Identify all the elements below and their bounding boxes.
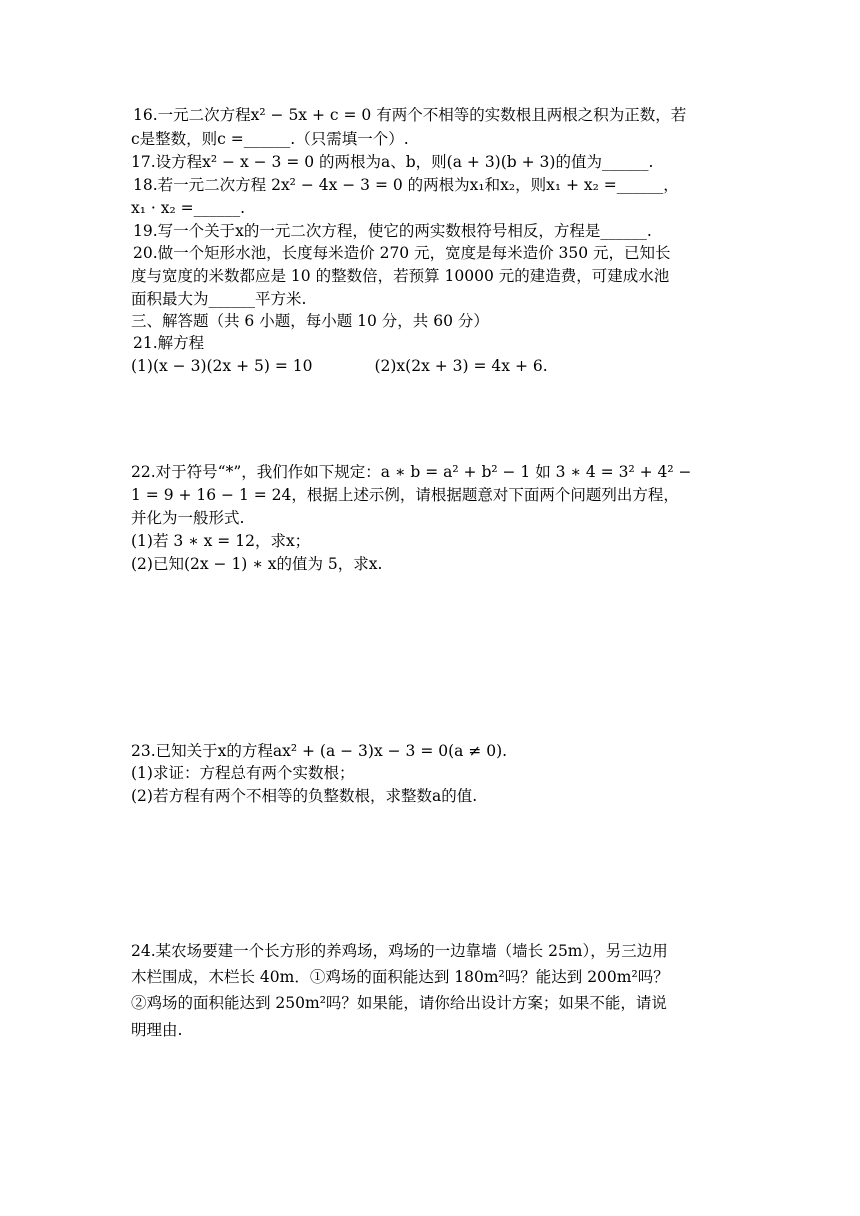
q18-line1: 18.若一元二次方程 2x² − 4x − 3 = 0 的两根为x₁和x₂，则x₁ + x₂ =______， <box>133 176 679 194</box>
q18-line2: x₁ · x₂ =______. <box>131 199 246 217</box>
q22-part2: (2)已知(2x − 1) ∗ x的值为 5，求x. <box>131 555 383 573</box>
q20-line1: 20.做一个矩形水池，长度每米造价 270 元，宽度是每米造价 350 元，已知长 <box>133 244 671 262</box>
q22-part1: (1)若 3 ∗ x = 12，求x； <box>131 532 311 550</box>
section3-heading: 三、解答题（共 6 小题，每小题 10 分，共 60 分） <box>131 312 489 330</box>
q19-line1: 19.写一个关于x的一元二次方程，使它的两实数根符号相反，方程是______. <box>133 222 652 240</box>
q16-line1: 16.一元二次方程x² − 5x + c = 0 有两个不相等的实数根且两根之积为正数，若 <box>133 106 687 124</box>
q23-line1: 23.已知关于x的方程ax² + (a − 3)x − 3 = 0(a ≠ 0). <box>131 742 508 760</box>
q21-parts <box>131 355 548 377</box>
q21-part1: (1)(x − 3)(2x + 5) = 10 <box>131 357 313 375</box>
q22-line2: 1 = 9 + 16 − 1 = 24，根据上述示例，请根据题意对下面两个问题列出方程， <box>131 486 679 504</box>
q24-line1: 24.某农场要建一个长方形的养鸡场，鸡场的一边靠墙（墙长 25m），另三边用 <box>131 942 668 960</box>
q20-line3: 面积最大为______平方米. <box>131 290 307 308</box>
q24-line4: 明理由. <box>131 1021 183 1039</box>
q23-part1: (1)求证：方程总有两个实数根； <box>131 764 355 782</box>
q24-line3: ②鸡场的面积能达到 250m²吗？如果能，请你给出设计方案；如果不能，请说 <box>131 994 667 1012</box>
q24-line2: 木栏围成，木栏长 40m．①鸡场的面积能达到 180m²吗？能达到 200m²吗？ <box>131 968 669 986</box>
q21-title: 21.解方程 <box>133 334 205 352</box>
q21-part2: (2)x(2x + 3) = 4x + 6. <box>374 357 548 375</box>
q23-part2: (2)若方程有两个不相等的负整数根，求整数a的值. <box>131 787 478 805</box>
q16-line2: c是整数，则c =______.（只需填一个）. <box>131 130 409 148</box>
q17-line1: 17.设方程x² − x − 3 = 0 的两根为a、b，则(a + 3)(b + 3)的值为______. <box>131 153 654 171</box>
q20-line2: 度与宽度的米数都应是 10 的整数倍，若预算 10000 元的建造费，可建成水池 <box>131 267 670 285</box>
q22-line1: 22.对于符号“*”，我们作如下规定：a ∗ b = a² + b² − 1 如 3 ∗ 4 = 3² + 4² − <box>131 463 692 481</box>
q22-line3: 并化为一般形式. <box>131 509 245 527</box>
